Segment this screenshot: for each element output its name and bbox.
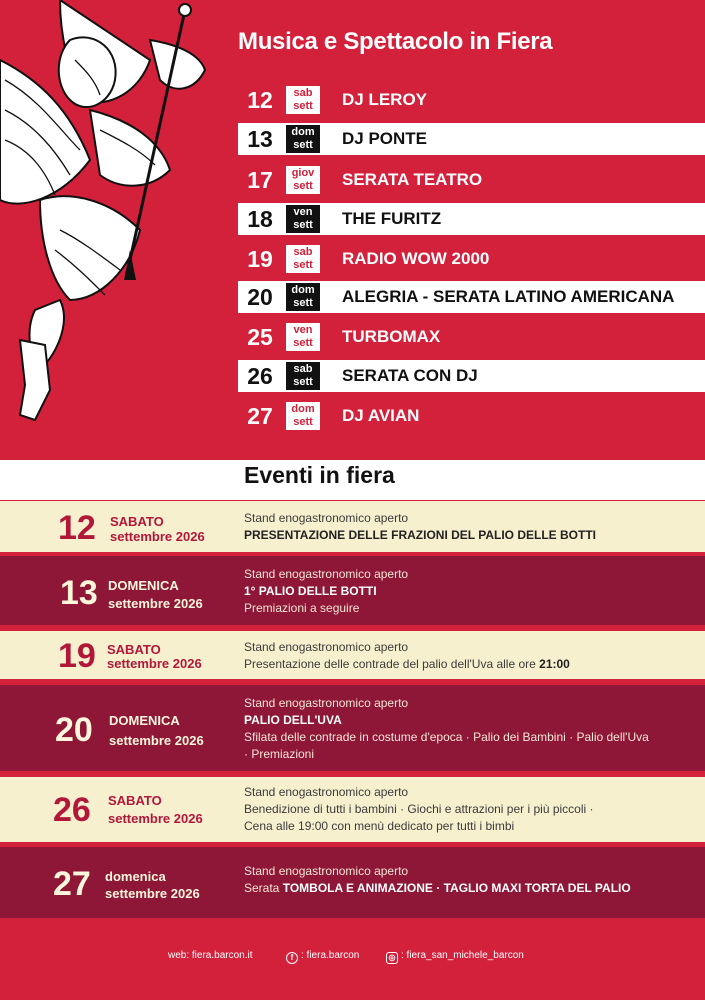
evento-highlight	[244, 801, 594, 818]
evento-month: settembre 2026	[108, 596, 203, 611]
evento-month: settembre 2026	[105, 886, 200, 901]
music-day: 18	[247, 205, 273, 232]
music-title: Musica e Spettacolo in Fiera	[238, 28, 553, 55]
music-weekday: sab	[293, 87, 313, 99]
evento-highlight	[244, 583, 408, 600]
evento-details	[244, 863, 631, 897]
evento-day: 20	[55, 711, 93, 749]
evento-month: settembre 2026	[108, 811, 203, 826]
music-act: RADIO WOW 2000	[342, 249, 490, 268]
music-month: sett	[293, 219, 313, 231]
evento-text: Serata	[244, 881, 283, 895]
instagram-icon: ◎	[386, 952, 398, 964]
evento-weekday: SABATO	[108, 793, 162, 808]
music-month: sett	[293, 416, 313, 428]
music-weekday: sab	[293, 363, 313, 375]
music-month: sett	[293, 139, 313, 151]
music-weekday: dom	[291, 126, 315, 138]
evento-line: Stand enogastronomico aperto	[244, 511, 409, 525]
footer-web[interactable]: web: fiera.barcon.it	[168, 950, 253, 961]
evento-highlight	[244, 880, 631, 897]
music-weekday-badge	[286, 86, 320, 114]
evento-day: 19	[58, 637, 96, 675]
music-act: THE FURITZ	[342, 209, 442, 228]
music-act: DJ PONTE	[342, 129, 428, 148]
footer-instagram[interactable]	[386, 950, 524, 964]
footer-facebook-label: : fiera.barcon	[301, 950, 360, 961]
music-row	[238, 164, 705, 196]
evento-line: Stand enogastronomico aperto	[244, 640, 409, 654]
music-row	[238, 360, 705, 392]
music-month: sett	[293, 337, 313, 349]
evento-line: Stand enogastronomico aperto	[244, 567, 409, 581]
evento-weekday: SABATO	[107, 642, 161, 657]
footer-instagram-label: : fiera_san_michele_barcon	[401, 950, 524, 961]
music-row	[238, 281, 705, 313]
music-day: 13	[247, 125, 273, 152]
evento-line: · Premiazioni	[244, 747, 315, 761]
music-row	[238, 243, 705, 275]
music-row	[238, 400, 705, 432]
music-month: sett	[293, 376, 313, 388]
evento-details	[244, 639, 570, 673]
evento-month: settembre 2026	[110, 529, 205, 544]
music-row	[238, 203, 705, 235]
music-day: 20	[247, 283, 273, 310]
music-row	[238, 123, 705, 155]
music-weekday: ven	[293, 324, 313, 336]
evento-details	[244, 784, 594, 835]
music-month: sett	[293, 297, 313, 309]
music-month: sett	[293, 180, 313, 192]
evento-bold-text: TOMBOLA E ANIMAZIONE · TAGLIO MAXI TORTA DEL PALIO	[282, 881, 631, 895]
music-weekday-badge	[286, 362, 320, 390]
evento-line: Sfilata delle contrade in costume d'epoca · Palio dei Bambini · Palio dell'Uva	[244, 730, 649, 744]
evento-line: Cena alle 19:00 con menù dedicato per tutti i bimbi	[244, 819, 515, 833]
footer-facebook[interactable]	[286, 950, 359, 964]
evento-highlight-text: Benedizione di tutti i bambini · Giochi e attrazioni per i più piccoli ·	[244, 802, 594, 816]
music-act: DJ AVIAN	[342, 406, 420, 425]
evento-bold-text: 21:00	[539, 657, 570, 671]
evento-row	[0, 777, 705, 842]
evento-line: Stand enogastronomico aperto	[244, 785, 409, 799]
evento-highlight	[244, 712, 649, 729]
evento-row	[0, 685, 705, 771]
music-day: 17	[247, 166, 273, 193]
music-row	[238, 321, 705, 353]
music-weekday: dom	[291, 284, 315, 296]
music-month: sett	[293, 259, 313, 271]
music-weekday-badge	[286, 283, 320, 311]
footer	[0, 950, 705, 970]
evento-highlight-text: PALIO DELL'UVA	[244, 713, 342, 727]
music-weekday: ven	[293, 206, 313, 218]
evento-weekday: DOMENICA	[108, 578, 179, 593]
music-weekday: sab	[293, 246, 313, 258]
music-day: 12	[247, 86, 273, 113]
music-day: 19	[247, 245, 273, 272]
music-day: 25	[247, 323, 273, 350]
music-weekday-badge	[286, 323, 320, 351]
evento-highlight-text: PRESENTAZIONE DELLE FRAZIONI DEL PALIO DELLE BOTTI	[244, 528, 597, 542]
music-row	[238, 84, 705, 116]
evento-highlight	[244, 656, 570, 673]
music-act: DJ LEROY	[342, 90, 428, 109]
music-weekday-badge	[286, 166, 320, 194]
evento-details	[244, 695, 649, 763]
evento-day: 12	[58, 509, 96, 547]
music-weekday-badge	[286, 245, 320, 273]
evento-month: settembre 2026	[107, 656, 202, 671]
evento-line: Stand enogastronomico aperto	[244, 696, 409, 710]
music-month: sett	[293, 100, 313, 112]
evento-row	[0, 556, 705, 625]
music-act: TURBOMAX	[342, 327, 441, 346]
evento-text: Presentazione delle contrade del palio dell'Uva alle ore	[244, 657, 540, 671]
music-weekday: dom	[291, 403, 315, 415]
evento-weekday: domenica	[105, 869, 166, 884]
evento-line: Premiazioni a seguire	[244, 601, 360, 615]
evento-row	[0, 631, 705, 679]
music-weekday-badge	[286, 402, 320, 430]
music-act: ALEGRIA - SERATA LATINO AMERICANA	[342, 287, 675, 306]
music-weekday-badge	[286, 205, 320, 233]
eventi-title: Eventi in fiera	[244, 462, 395, 488]
evento-month: settembre 2026	[109, 733, 204, 748]
evento-day: 27	[53, 865, 91, 903]
evento-day: 26	[53, 791, 91, 829]
music-act: SERATA CON DJ	[342, 366, 478, 385]
music-act: SERATA TEATRO	[342, 170, 483, 189]
facebook-icon: f	[286, 952, 298, 964]
angel-illustration	[0, 0, 240, 440]
evento-day: 13	[60, 574, 98, 612]
evento-row	[0, 501, 705, 552]
music-weekday-badge	[286, 125, 320, 153]
music-weekday: giov	[291, 167, 315, 179]
evento-details	[244, 566, 408, 617]
evento-details	[244, 510, 596, 544]
music-section	[0, 0, 705, 460]
evento-weekday: SABATO	[110, 514, 164, 529]
evento-weekday: DOMENICA	[109, 713, 180, 728]
evento-highlight-text: 1° PALIO DELLE BOTTI	[244, 584, 377, 598]
music-day: 26	[247, 362, 273, 389]
evento-highlight	[244, 527, 596, 544]
evento-row	[0, 847, 705, 918]
evento-line: Stand enogastronomico aperto	[244, 864, 409, 878]
music-day: 27	[247, 402, 273, 429]
